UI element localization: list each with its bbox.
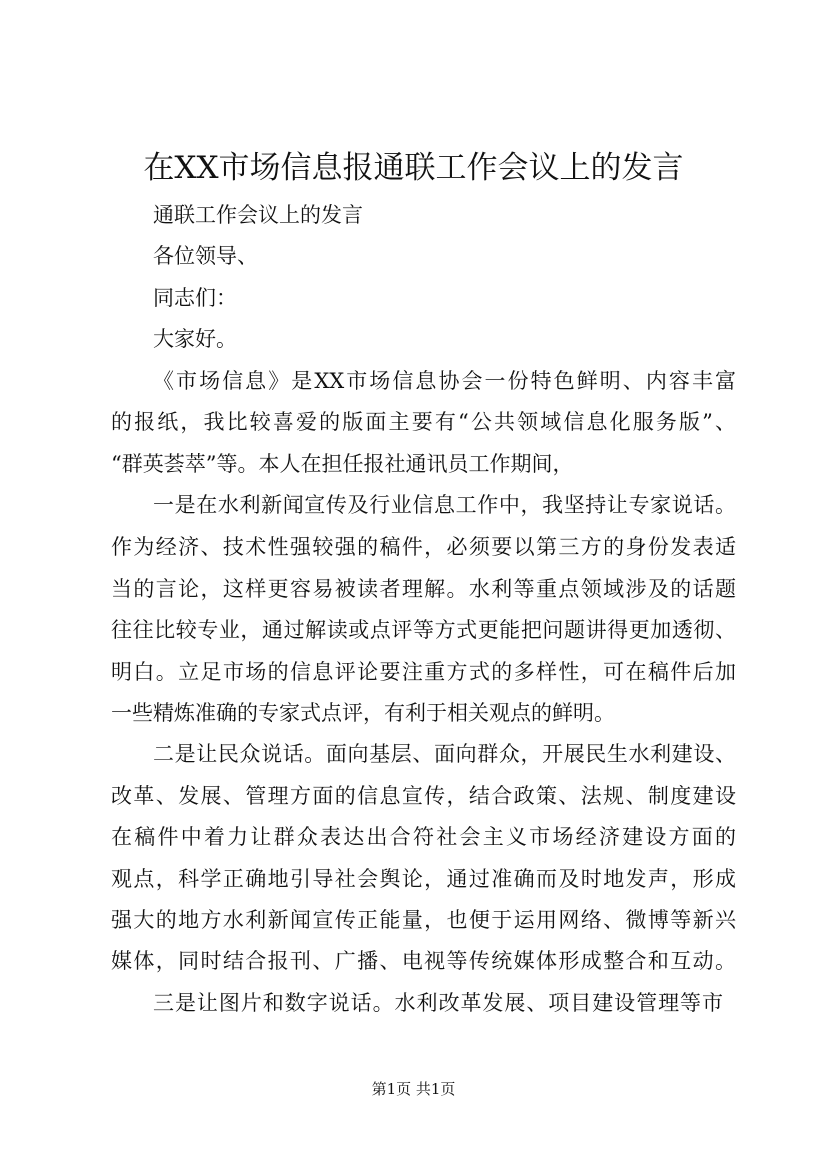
- salutation-comrades: 同志们：: [153, 286, 237, 310]
- paragraph-line: 媒体，同时结合报刊、广播、电视等传统媒体形成整合和互动。: [111, 949, 736, 973]
- paragraph-line: 明白。立足市场的信息评论要注重方式的多样性，可在稿件后加: [111, 660, 736, 684]
- paragraph-line: 在稿件中着力让群众表达出合符社会主义市场经济建设方面的: [111, 825, 736, 849]
- greeting-line: 大家好。: [153, 327, 237, 351]
- page-number-footer: 第1页 共1页: [371, 1080, 456, 1098]
- paragraph-line: 作为经济、技术性强较强的稿件，必须要以第三方的身份发表适: [111, 535, 736, 559]
- paragraph-line: “群英荟萃”等。本人在担任报社通讯员工作期间，: [111, 452, 574, 476]
- paragraph-line: 当的言论，这样更容易被读者理解。水利等重点领域涉及的话题: [111, 577, 736, 601]
- subtitle-line: 通联工作会议上的发言: [153, 203, 363, 227]
- paragraph-line: 《市场信息》是XX市场信息协会一份特色鲜明、内容丰富: [153, 369, 736, 393]
- paragraph-line: 三是让图片和数字说话。水利改革发展、项目建设管理等市: [153, 991, 723, 1015]
- paragraph-line: 改革、发展、管理方面的信息宣传，结合政策、法规、制度建设: [111, 784, 736, 808]
- paragraph-line: 一是在水利新闻宣传及行业信息工作中，我坚持让专家说话。: [153, 493, 736, 517]
- paragraph-line: 的报纸，我比较喜爱的版面主要有“公共领域信息化服务版”、: [111, 410, 736, 434]
- paragraph-line: 观点，科学正确地引导社会舆论，通过准确而及时地发声，形成: [111, 867, 736, 891]
- document-title: 在XX市场信息报通联工作会议上的发言: [143, 150, 684, 186]
- paragraph-line: 二是让民众说话。面向基层、面向群众，开展民生水利建设、: [153, 742, 736, 766]
- salutation-leaders: 各位领导、: [153, 244, 258, 268]
- paragraph-line: 往往比较专业，通过解读或点评等方式更能把问题讲得更加透彻、: [111, 618, 736, 642]
- paragraph-line: 强大的地方水利新闻宣传正能量，也便于运用网络、微博等新兴: [111, 908, 736, 932]
- paragraph-line: 一些精炼准确的专家式点评，有利于相关观点的鲜明。: [111, 701, 615, 725]
